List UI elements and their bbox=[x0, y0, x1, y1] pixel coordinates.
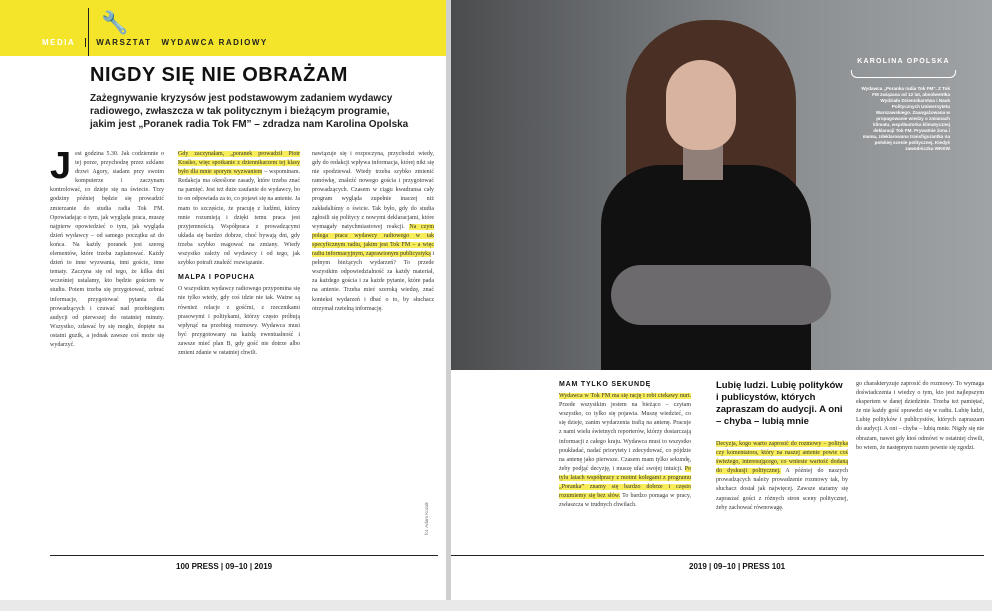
body-text: i pełnym bieżących wydarzeń? To przede wszystkim odpowiedzialność za każdy materiał, za każdego gościa i za każde pytanie, które pada na antenie. Trzeba mieć szeroką wiedzę, znać kontekst wydarzeń i dbać o to, by słuchacz otrzymał rzetelną informację. bbox=[312, 251, 434, 312]
footer-rule bbox=[451, 555, 984, 556]
nav-media: MEDIA bbox=[42, 38, 76, 47]
subheading: MAM TYLKO SEKUNDĘ bbox=[559, 381, 652, 388]
photo-face bbox=[666, 60, 736, 150]
body-column-1 bbox=[559, 380, 691, 548]
section-breadcrumb bbox=[42, 38, 278, 47]
body-text: – wspominam. Redakcja ma określone zasady, które trzeba znać na pamięć. Jest też duże zaufanie do wydawcy, bo to on odpowiada za to, co pojawi się na antenie. Ja mam to szczęście, że pracuję z ludźmi, którzy mnie rozumieją i dzięki temu praca jest przyjemnością. Współpraca z prowadzącymi układa się bardzo dobrze, choć bywają dni, gdy trzeba szybko reagować na zmiany. Wtedy wszystko zależy od wydawcy i od tego, jak szybko potrafi znaleźć rozwiązanie. bbox=[178, 169, 300, 267]
section-icon-box bbox=[88, 8, 138, 56]
article-lead: Zażegnywanie kryzysów jest podstawowym zadaniem wydawcy radiowego, zwłaszcza w tak politycznym i bieżącym programie, jakim jest „Poranek radia Tok FM” – zdradza nam Karolina Opolska bbox=[90, 93, 409, 130]
body-text: Przede wszystkim jestem na bieżąco – czytam wszystko, co tylko się pojawia. Muszę wiedzieć, co się dzieje, zanim wydarzenia trafią na antenę. Pracuje z nami wielu świetnych reporterów, którzy dostarczają informacji z całego kraju. Wydawca musi to wszystko poukładać, nadać priorytety i zdecydować, co pójdzie na antenę jako pierwsze. Czasem mam tylko sekundę, żeby podjąć decyzję, i muszę ufać swojej intuicji. bbox=[559, 402, 691, 472]
body-column-1 bbox=[50, 150, 164, 546]
body-text: est godzina 5.30. Jak codziennie o tej porze, przychodzę przez szklane drzwi Agory, siadam przy swoim komputerze i zaczynam kontrolować, co dzieje się na świecie. Trzy godziny później będzie się prowadzić zmierzanie do studia radia Tok FM. Opowiadając o tym, jak wygląda praca, muszę najpierw opowiedzieć o tym, jak wygląda dzień wydawcy – od samego początku aż do końca. Na każdy poranek jest szereg elementów, które trzeba zaplanować. Każdy dzień to inne wyzwania, inni goście, inne tematy. Zaczyna się od tego, że kilka dni wcześniej ustalamy, kto będzie gościem w studiu. Potem trzeba się przygotować, zebrać informacje, przygotować pytania dla prowadzących i czuwać nad przebiegiem audycji od pierwszej do ostatniej minuty. Wszystko, zdawać by się mogło, dopięte na ostatni guzik, a jednak zawsze coś może się wydarzyć. bbox=[50, 151, 164, 348]
right-page bbox=[451, 0, 992, 600]
body-column-2 bbox=[716, 440, 848, 548]
highlighted-text: Gdy zaczynałam, „poranek prowadził Piotr Kraśko, więc spotkanie z dziennikarzem tej klasy było dla mnie sporym wyzwaniem bbox=[178, 151, 300, 176]
body-text: nawiązuje się i rozpoczyna, przychodzi wtedy, gdy do redakcji wpływa informacja, której nikt się nie spodziewał. Wtedy trzeba szybko zmienić ramówkę, znaleźć nowego gościa i przygotować prowadzących. Czasem w ciągu kwadransa cały program wygląda zupełnie inaczej niż zakładaliśmy o świcie. Tak było, gdy do studia zgłosili się politycy z nowymi deklaracjami, które wymagały natychmiastowej reakcji. bbox=[312, 151, 434, 230]
page-folio: 2019 | 09–10 | PRESS 101 bbox=[689, 562, 786, 571]
photo-caption bbox=[846, 58, 961, 151]
footer-rule bbox=[50, 555, 438, 556]
body-column-2 bbox=[178, 150, 300, 546]
highlighted-text: Wydawca w Tok FM ma się rację i robi ciekawy nurt. bbox=[559, 393, 691, 400]
section-header-bar bbox=[0, 0, 446, 56]
nav-warsztat: WARSZTAT bbox=[96, 38, 152, 47]
subheading: MALPA I POPUCHA bbox=[178, 274, 255, 282]
body-text: A później do naszych prowadzących należy prowadzenie rozmowy tak, by słuchacz dostał jak najwięcej. Zawsze staramy się zapraszać gości z różnych stron sceny politycznej, żeby zachować równowagę. bbox=[716, 468, 848, 511]
page-folio: 100 PRESS | 09–10 | 2019 bbox=[176, 562, 273, 571]
caption-bio: Wydawca „Poranka radia Tok FM”. Z Tok FM związana od 12 lat, absolwentka Wydziału Dziennikarstwa i Nauk Politycznych Uniwersytetu Warszawskiego. Zaangażowana w propagowanie wiedzy o zmianach klimatu, współautorka klimatycznej deklaracji Tok FM. Prywatnie żona i mama, zdeklarowana transfigurantka na polskiej scenie politycznej. Kiedyś zawodniczka WKKW bbox=[861, 86, 950, 151]
body-column-3 bbox=[312, 150, 434, 546]
nav-separator bbox=[85, 38, 86, 47]
nav-wydawca: WYDAWCA RADIOWY bbox=[161, 38, 268, 47]
highlighted-text: Po tylu latach współpracy z moimi kolegami z programu „Poranka” znamy się bardzo dobrze i często rozumiemy się bez słów. bbox=[559, 465, 691, 500]
highlighted-text: Decyzja, kogo warto zaprosić do rozmowy – polityka czy komentatora, który na naszej antenie powie coś świeżego, interesującego, co wniesie wartość dodaną do dyskusji politycznej. bbox=[716, 441, 848, 475]
left-page bbox=[0, 0, 446, 600]
portrait-photo bbox=[451, 0, 992, 370]
article-title: NIGDY SIĘ NIE OBRAŻAM bbox=[90, 64, 348, 86]
drop-cap: J bbox=[50, 150, 72, 187]
pull-quote: Lubię ludzi. Lubię polityków i publicystów, których zapraszam do audycji. A oni – chyba – lubią mnie bbox=[716, 380, 843, 427]
photo-arms bbox=[611, 265, 831, 325]
body-text: To bardzo pomaga w pracy, zwłaszcza w trudnych chwilach. bbox=[559, 493, 691, 509]
body-column-3 bbox=[856, 380, 984, 548]
body-text: go charakteryzuje zaprosić do rozmowy. To wymaga doświadczenia i wiedzy o tym, kto jest najlepszym ekspertem w danej dziedzinie. Trzeba też pamiętać, że nie każdy gość sprawdzi się w radiu. Lubię ludzi, Lubię polityków i publicystów, których zapraszam do audycji. A oni – chyba – lubią mnie. Nigdy się nie obrażam, nawet gdy ktoś odmówi w ostatniej chwili, bo wiem, że następnym razem pewnie się zgodzi. bbox=[856, 381, 984, 451]
highlighted-text: Na czym polega praca wydawcy radiowego w tak specyficznym radiu, jakim jest Tok FM – a więc radiu informacyjnym, zaprawionym publicystyką bbox=[312, 223, 434, 258]
caption-name: KAROLINA OPOLSKA bbox=[857, 58, 950, 65]
caption-brace bbox=[851, 70, 956, 78]
wrench-icon: 🔧 bbox=[101, 10, 129, 35]
photo-credit: fot. Adam Kozak bbox=[424, 502, 429, 535]
body-text: O wszystkim wydawcy radiowego przypomina się nie tylko wtedy, gdy coś idzie nie tak. Ważne są również relacje z gośćmi, z rzecznikami prasowymi i politykami, którzy często próbują wpłynąć na przebieg rozmowy. Wydawca musi być przygotowany na każdą ewentualność i zawsze mieć plan B, gdy gość nie dotrze albo zmieni zdanie w ostatniej chwili. bbox=[178, 286, 300, 356]
